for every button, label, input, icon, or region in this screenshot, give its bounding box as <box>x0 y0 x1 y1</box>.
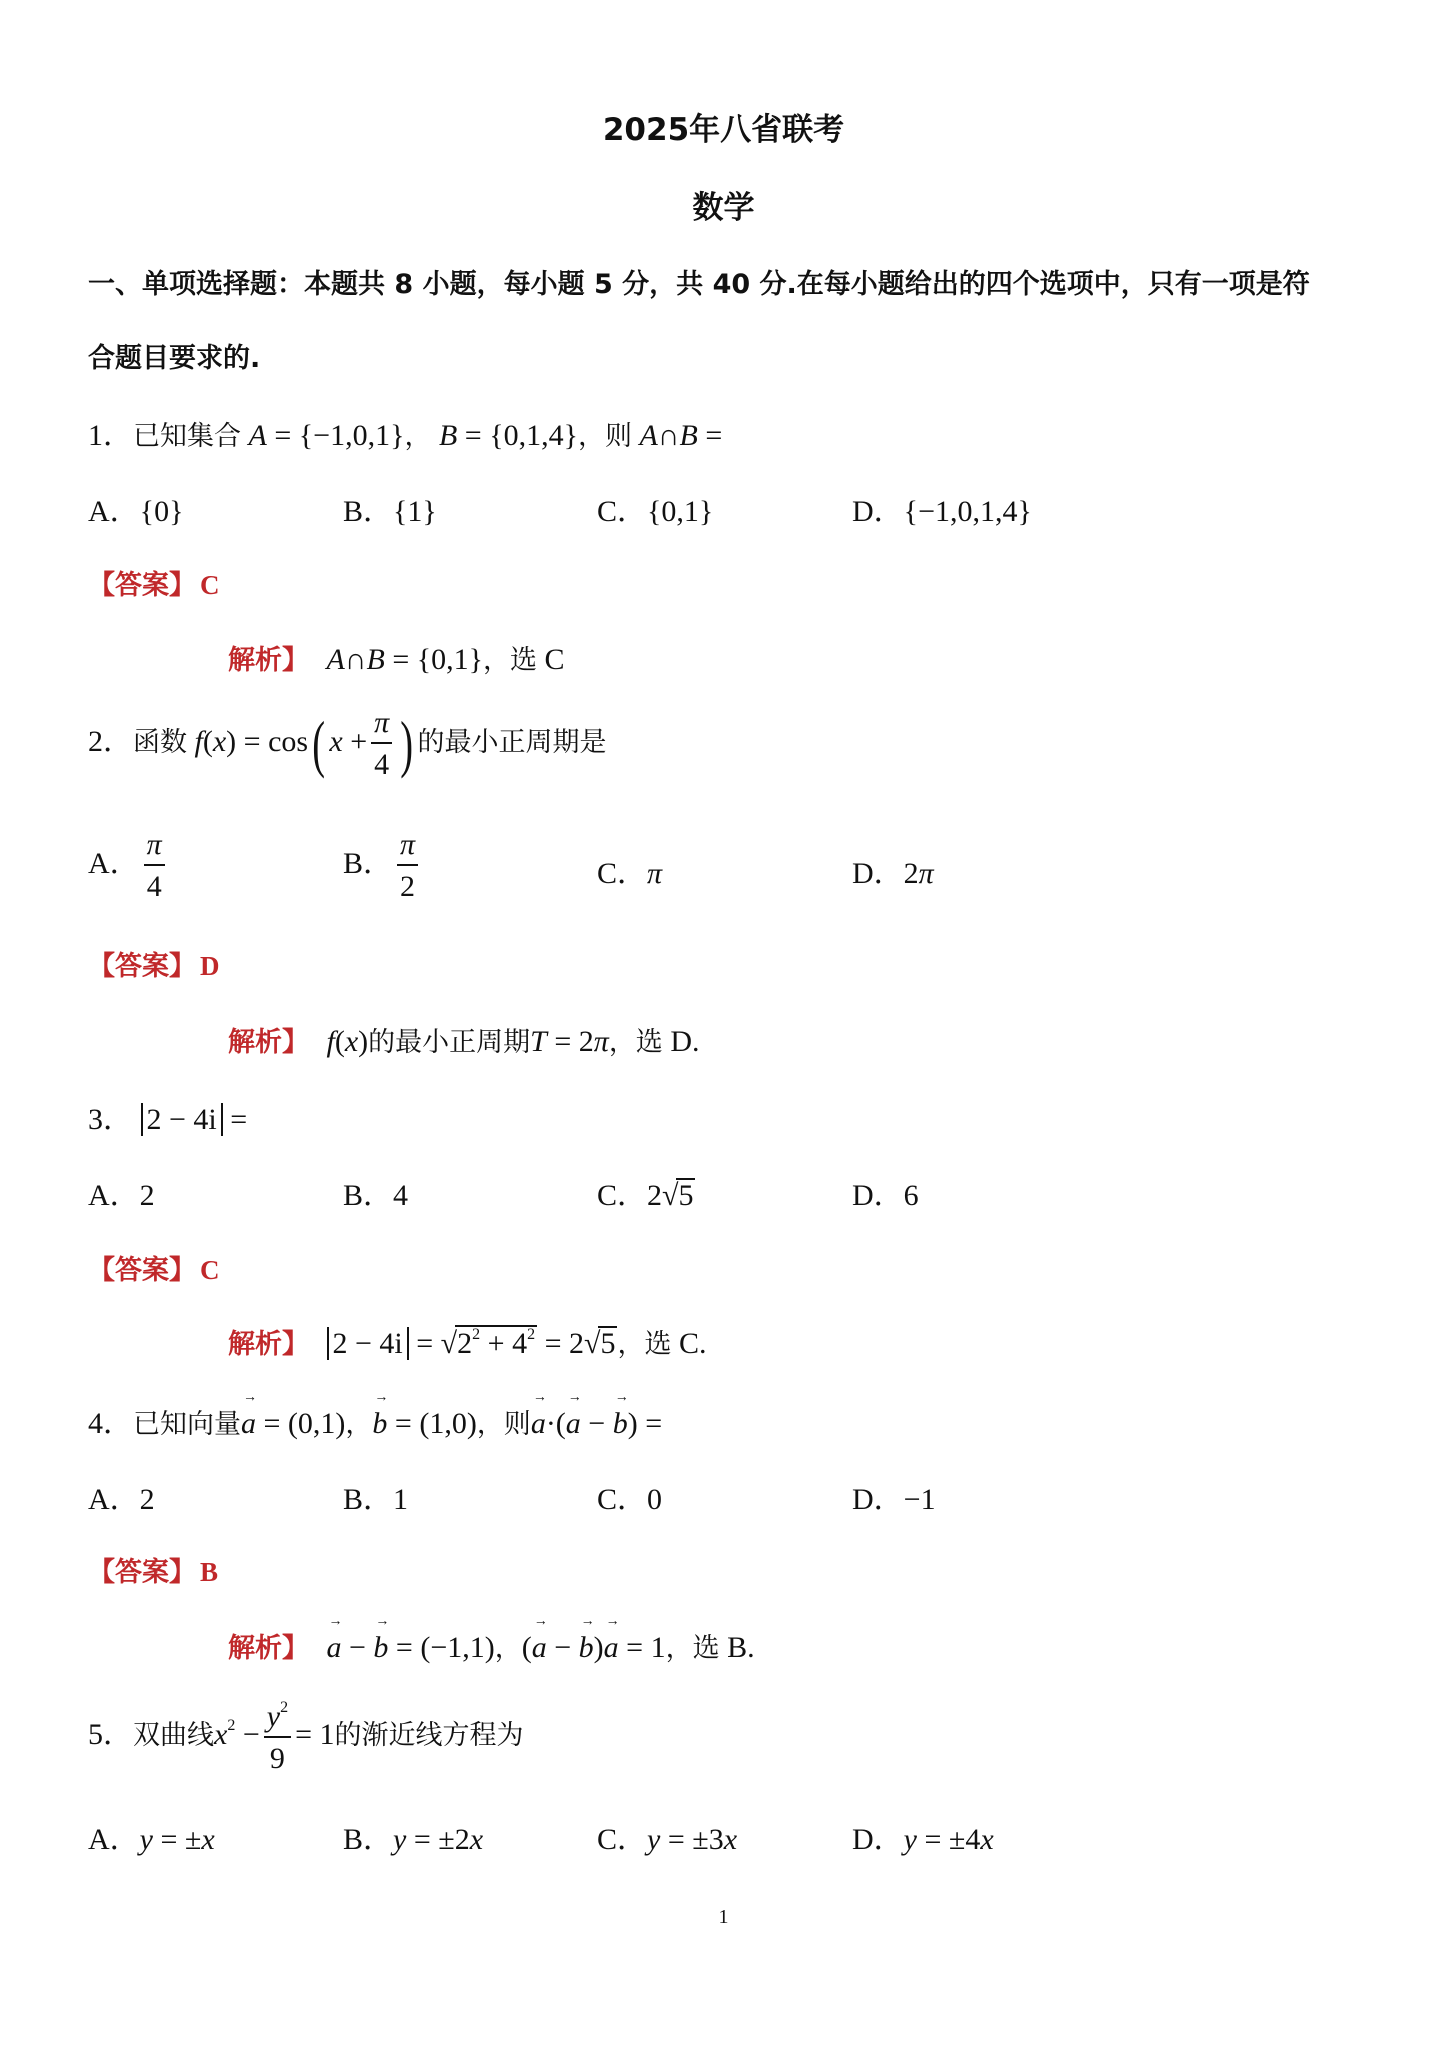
q3-option-b[interactable]: B．4 <box>343 1179 409 1212</box>
subject-title: 数学 <box>692 190 755 226</box>
q4-option-d[interactable]: D．−1 <box>852 1483 936 1516</box>
answer-label: 【答案】 <box>88 1255 196 1286</box>
q4-analysis: 解析】 → a − → b = (−1,1)，(→ a − → b)→ a = 1，选 B. <box>228 1626 755 1665</box>
q4-answer <box>88 1550 218 1589</box>
q2-option-d[interactable]: D．2π <box>852 857 934 890</box>
q2-answer <box>88 944 220 983</box>
question-text: 双曲线 <box>133 1719 214 1751</box>
q2-option-c[interactable]: C．π <box>597 857 663 890</box>
document-title: 2025年八省联考 <box>602 112 845 148</box>
q5-option-b[interactable]: B．y = ±2x <box>343 1823 484 1856</box>
q1-option-a[interactable]: A．{0} <box>88 495 184 528</box>
question-text-suffix: 的渐近线方程为 <box>334 1719 524 1751</box>
section-instructions-line2: 合题目要求的. <box>88 343 261 374</box>
answer-label: 【答案】 <box>88 951 196 982</box>
analysis-label: 解析】 <box>228 1027 309 1058</box>
analysis-label: 解析】 <box>228 1633 309 1664</box>
q5-option-c[interactable]: C．y = ±3x <box>597 1823 738 1856</box>
q4-option-a[interactable]: A．2 <box>88 1483 155 1516</box>
question-text: 已知集合 <box>133 421 241 452</box>
question-number: 3． <box>88 1103 133 1136</box>
question-3-stem: 3． 2 − 4i = <box>88 1103 248 1136</box>
q5-option-a[interactable]: A．y = ±x <box>88 1823 215 1856</box>
question-number: 4． <box>88 1407 133 1440</box>
question-text-suffix: 的最小正周期是 <box>417 726 607 758</box>
q2-option-a[interactable]: A． $\frac{\pi}{4}$ <box>88 830 169 902</box>
question-2-stem: 2．函数 f(x) = cos( x + $\frac{\pi}{4}$ ) 的最小正周期是 <box>88 706 607 781</box>
analysis-label: 解析】 <box>228 645 309 676</box>
q3-answer <box>88 1248 220 1287</box>
section-instructions-line1: 一、单项选择题：本题共 8 小题，每小题 5 分，共 40 分.在每小题给出的四个选项中，只有一项是符 <box>88 269 1310 300</box>
question-number: 1． <box>88 419 133 452</box>
q1-option-c[interactable]: C．{0,1} <box>597 495 714 528</box>
q2-analysis: 解析】 f(x)的最小正周期T = 2π，选 D. <box>228 1025 700 1058</box>
question-1-stem: 1．已知集合 A = {−1,0,1}， B = {0,1,4}，则 A∩B = <box>88 419 723 452</box>
question-number: 5． <box>88 1717 133 1751</box>
q1-option-b[interactable]: B．{1} <box>343 495 437 528</box>
answer-value: B <box>200 1557 219 1587</box>
q4-option-b[interactable]: B．1 <box>343 1483 409 1516</box>
question-number: 2． <box>88 724 133 758</box>
answer-value: C <box>200 570 220 600</box>
analysis-label: 解析】 <box>228 1329 309 1360</box>
q3-option-d[interactable]: D．6 <box>852 1179 919 1212</box>
question-4-stem: 4．已知向量→ a = (0,1)，→ b = (1,0)，则→ a·(→ a − → b) = <box>88 1398 662 1442</box>
answer-label: 【答案】 <box>88 1557 196 1588</box>
q3-analysis: 解析】 $2 - 4i = √2^2 + 4^2 = 2√5$，选 C. <box>228 1326 707 1360</box>
answer-value: C <box>200 1255 220 1285</box>
q3-option-a[interactable]: A．2 <box>88 1179 155 1212</box>
page-number: 1 <box>718 1906 729 1928</box>
q5-option-d[interactable]: D．y = ±4x <box>852 1823 994 1856</box>
question-text: 函数 <box>133 726 187 758</box>
q1-option-d[interactable]: D．{−1,0,1,4} <box>852 495 1032 528</box>
answer-label: 【答案】 <box>88 570 196 601</box>
answer-value: D <box>200 951 220 981</box>
q3-option-c[interactable]: C．2√5 <box>597 1179 694 1212</box>
q4-option-c[interactable]: C．0 <box>597 1483 663 1516</box>
question-5-stem: 5．双曲线$x^2$ − $\frac{y^2}{9}$ = 1的渐近线方程为 <box>88 1699 524 1775</box>
q1-analysis: 解析】 A∩B = {0,1}，选 C <box>228 643 565 676</box>
question-text: 已知向量 <box>133 1409 241 1440</box>
q2-option-b[interactable]: B． $\frac{\pi}{2}$ <box>343 830 422 902</box>
q1-answer <box>88 563 220 602</box>
